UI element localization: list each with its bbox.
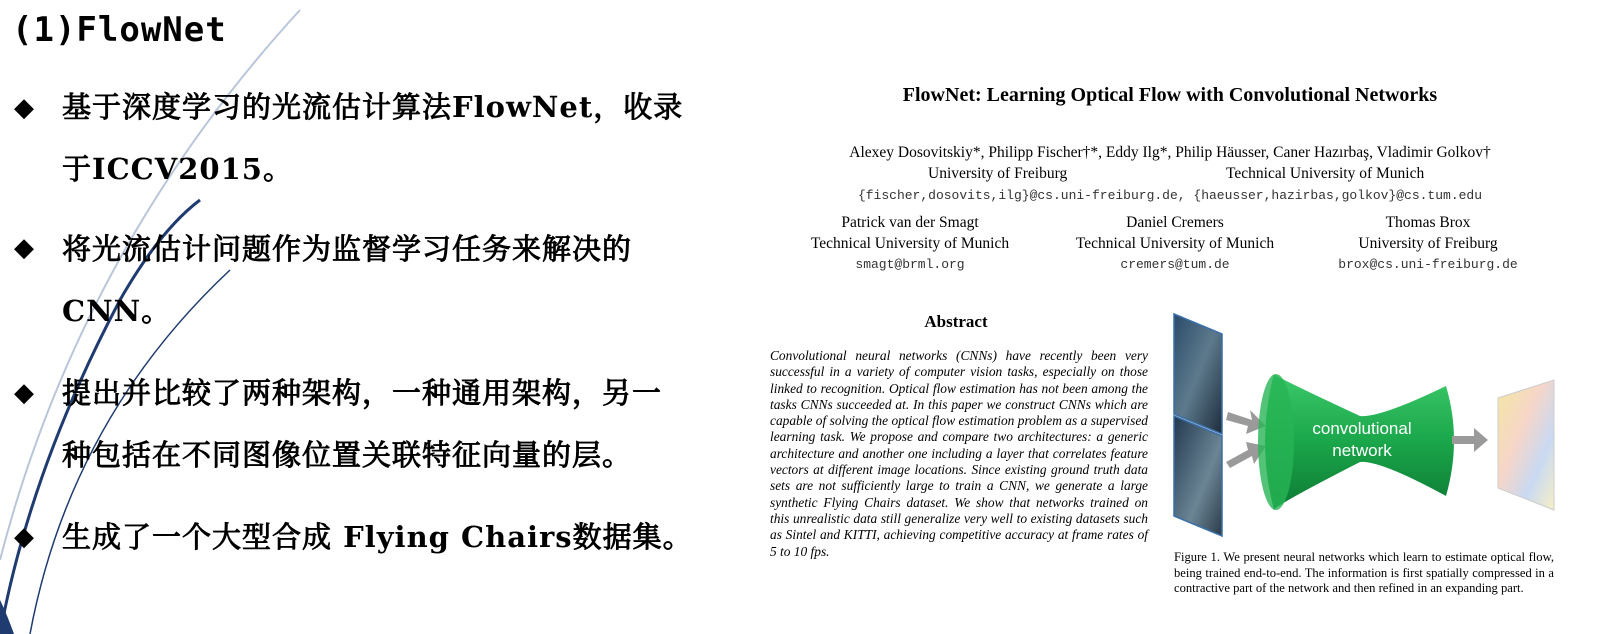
paper-title: FlowNet: Learning Optical Flow with Convolutional Networks [902, 84, 1438, 106]
paper-screenshot [760, 62, 1580, 634]
bullet-3-line-2: 种包括在不同图像位置关联特征向量的层。 [62, 438, 633, 472]
author-cremers [1055, 212, 1295, 275]
affiliation-munich: Technical University of Munich [1226, 165, 1425, 182]
author-email: brox@cs.uni-freiburg.de [1338, 257, 1518, 272]
figure-label-network: network [1332, 441, 1392, 460]
bullet-1-line-2: 于ICCV2015。 [62, 152, 293, 186]
paper-authors: Alexey Dosovitskiy*, Philipp Fischer†*, Eddy Ilg*, Philip Häusser, Caner Hazırbaş, Vladimir Golkov† [849, 144, 1491, 161]
author-affiliation: University of Freiburg [1358, 235, 1498, 252]
input-image-2 [1174, 416, 1222, 536]
bullet-4-line-1: 生成了一个大型合成 Flying Chairs数据集。 [62, 520, 693, 554]
figure-network-diagram [1170, 310, 1560, 550]
bullet-diamond-icon: ◆ [14, 93, 34, 123]
author-name: Thomas Brox [1385, 214, 1471, 231]
arrow-out-icon [1452, 428, 1488, 452]
figure-caption: Figure 1. We present neural networks which learn to estimate optical flow, being trained end-to-end. The information is first spatially compressed in a contractive part of the network and then refined in an expanding part. [1174, 550, 1554, 595]
figure-label-convolutional: convolutional [1312, 419, 1412, 438]
author-name: Daniel Cremers [1126, 214, 1224, 231]
author-email: cremers@tum.de [1120, 257, 1230, 272]
paper-emails: {fischer,dosovits,ilg}@cs.uni-freiburg.de, {haeusser,hazirbas,golkov}@cs.tum.edu [857, 188, 1483, 203]
author-affiliation: Technical University of Munich [1075, 235, 1275, 252]
bullet-diamond-icon: ◆ [14, 233, 34, 263]
slide-title: (1)FlowNet [12, 10, 227, 50]
bullet-2-line-1: 将光流估计问题作为监督学习任务来解决的 [62, 232, 633, 266]
affiliation-freiburg: University of Freiburg [928, 165, 1068, 182]
bullet-2-line-2: CNN。 [62, 294, 172, 328]
author-smagt [790, 212, 1030, 275]
author-email: smagt@brml.org [855, 257, 965, 272]
output-flow-image [1498, 380, 1554, 510]
bullet-list [0, 0, 738, 634]
bullet-1-line-1: 基于深度学习的光流估计算法FlowNet，收录 [62, 90, 684, 124]
bullet-diamond-icon: ◆ [14, 378, 34, 408]
abstract-heading: Abstract [924, 312, 988, 331]
input-image-1 [1174, 314, 1222, 434]
bullet-diamond-icon: ◆ [14, 522, 34, 552]
author-brox [1308, 212, 1548, 275]
author-name: Patrick van der Smagt [841, 214, 979, 231]
author-affiliation: Technical University of Munich [810, 235, 1010, 252]
abstract-text: Convolutional neural networks (CNNs) have recently been very successful in a variety of computer vision tasks, especially on those linked to recognition. Optical flow estimation has not been among the tasks CNNs succeeded at. In this paper we construct CNNs which are capable of solving the optical flow estimation problem as a supervised learning task. We propose and compare two architectures: a generic architecture and another one including a layer that correlates feature vectors at different image locations. Since existing ground truth data sets are not sufficiently large to train a CNN, we generate a large synthetic Flying Chairs dataset. We show that networks trained on this unrealistic data still generalize very well to existing datasets such as Sintel and KITTI, achieving competitive accuracy at frame rates of 5 to 10 fps. [770, 348, 1148, 559]
bullet-3-line-1: 提出并比较了两种架构，一种通用架构，另一 [62, 376, 663, 410]
